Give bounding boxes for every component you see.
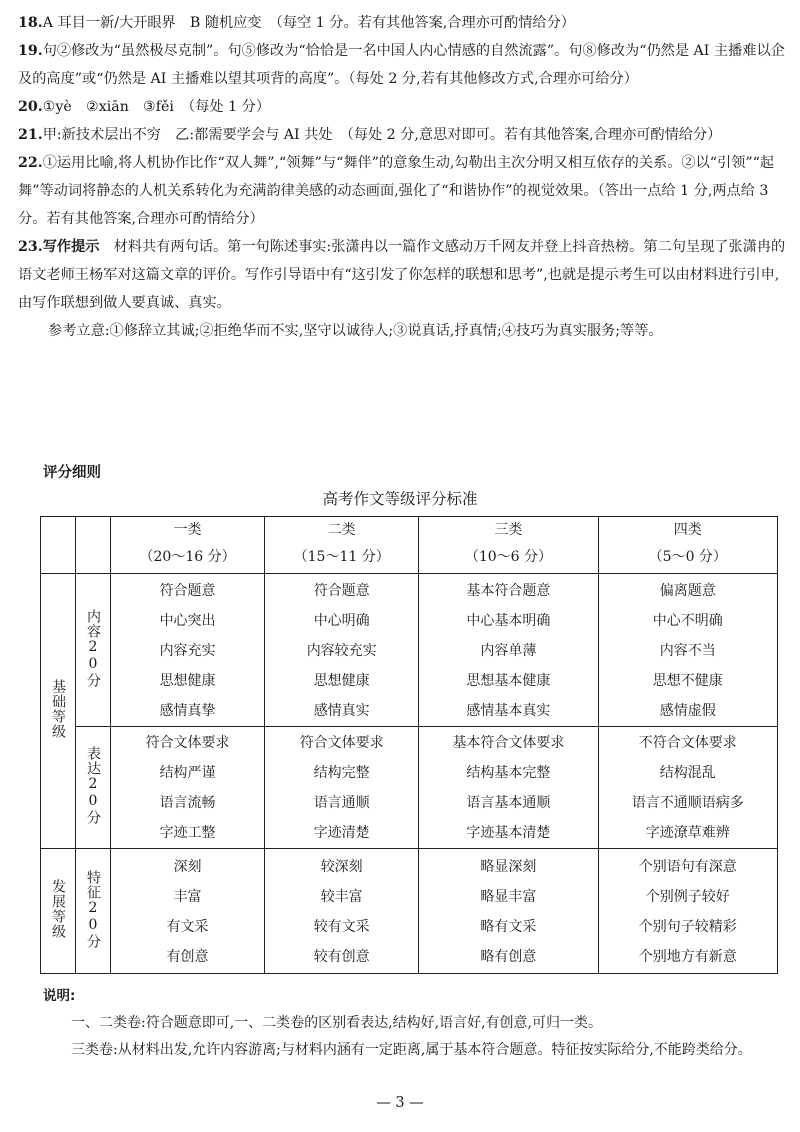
answer-text: ①运用比喻,将人机协作比作“双人舞”,“领舞”与“舞伴”的意象生动,勾勒出主次分明又相互依存的关系。②以“引领”“起舞”等动词将静态的人机关系转化为充满韵律美感的动态画面,强化了“和谐协作”的视觉效果。（答出一点给 1 分,两点给 3 分。若有其他答案,合理亦可酌情给分） — [18, 155, 775, 227]
sub-feature — [76, 849, 111, 974]
criterion: 语言不通顺语病多 — [631, 795, 744, 811]
feature-class-2 — [265, 849, 419, 974]
class-range: （15～11 分） — [293, 549, 390, 565]
criterion: 感情真挚 — [159, 703, 216, 719]
criterion: 语言流畅 — [159, 795, 216, 811]
answer-number: 21. — [18, 127, 43, 143]
expression-class-2 — [265, 727, 419, 849]
criterion: 丰富 — [173, 889, 202, 905]
expression-class-1 — [111, 727, 265, 849]
page-number: — 3 — — [376, 1095, 424, 1111]
answer-18 — [18, 9, 786, 37]
criterion: 中心基本明确 — [466, 613, 551, 629]
level-label: 发展等级 — [50, 879, 66, 939]
criterion: 较丰富 — [320, 889, 363, 905]
table-row-feature — [41, 849, 778, 974]
criterion: 结构严谨 — [159, 765, 216, 781]
notes-line-2: 三类卷:从材料出发,允许内容游离;与材料内涵有一定距离,属于基本符合题意。特征按实际给分,不能跨类给分。 — [71, 1042, 752, 1058]
criterion: 字迹清楚 — [313, 825, 370, 841]
class-range: （10～6 分） — [464, 549, 553, 565]
notes — [43, 983, 783, 1064]
criterion: 内容单薄 — [480, 643, 537, 659]
corner-cell — [76, 517, 111, 574]
criterion: 思想健康 — [313, 673, 370, 689]
sub-label: 特征20分 — [85, 869, 101, 949]
criterion: 字迹工整 — [159, 825, 216, 841]
criterion: 感情基本真实 — [466, 703, 551, 719]
answer-text: 句②修改为“虽然极尽克制”。句⑤修改为“恰恰是一名中国人内心情感的自然流露”。句⑧修改为“仍然是 AI 主播难以企及的高度”或“仍然是 AI 主播难以望其项背的高度”。（每处 2 分,若有其他修改方式,合理亦可给分） — [18, 43, 785, 87]
criterion: 字迹潦草难辨 — [645, 825, 730, 841]
class-name: 四类 — [673, 522, 702, 538]
criterion: 内容不当 — [659, 643, 716, 659]
sub-expression — [76, 727, 111, 849]
criterion: 略有创意 — [480, 949, 537, 965]
answer-number: 23. — [18, 239, 43, 255]
criterion: 中心明确 — [313, 613, 370, 629]
answer-19 — [18, 37, 786, 93]
feature-class-3 — [419, 849, 598, 974]
sub-label: 内容20分 — [85, 608, 101, 688]
corner-cell — [41, 517, 76, 574]
criterion: 个别句子较精彩 — [638, 919, 737, 935]
criterion: 语言基本通顺 — [466, 795, 551, 811]
criterion: 符合题意 — [159, 583, 216, 599]
answer-number: 19. — [18, 43, 43, 59]
sub-content — [76, 574, 111, 727]
criterion: 思想不健康 — [652, 673, 723, 689]
criterion: 有文采 — [166, 919, 209, 935]
class-name: 二类 — [327, 522, 356, 538]
criterion: 个别语句有深意 — [638, 859, 737, 875]
answer-list — [18, 9, 786, 345]
answer-22 — [18, 149, 786, 233]
criterion: 符合文体要求 — [299, 735, 384, 751]
answer-text: 甲:新技术层出不穷 乙:都需要学会与 AI 共处 （每处 2 分,意思对即可。若有其他答案,合理亦可酌情给分） — [42, 127, 722, 143]
criterion: 字迹基本清楚 — [466, 825, 551, 841]
criterion: 结构混乱 — [659, 765, 716, 781]
content-class-2 — [265, 574, 419, 727]
table-row-expression — [41, 727, 778, 849]
grading-table — [40, 516, 778, 974]
class-name: 一类 — [173, 522, 202, 538]
level-basic — [41, 574, 76, 849]
criterion: 不符合文体要求 — [638, 735, 737, 751]
criterion: 略有文采 — [480, 919, 537, 935]
criterion: 感情真实 — [313, 703, 370, 719]
criterion: 结构完整 — [313, 765, 370, 781]
criterion: 符合文体要求 — [145, 735, 230, 751]
content-class-1 — [111, 574, 265, 727]
answer-23 — [18, 233, 786, 317]
criterion: 基本符合题意 — [466, 583, 551, 599]
class-range: （5～0 分） — [648, 549, 727, 565]
answer-text: 材料共有两句话。第一句陈述事实:张潇冉以一篇作文感动万千网友并登上抖音热榜。第二句呈现了张潇冉的语文老师王杨军对这篇文章的评价。写作引导语中有“这引发了你怎样的联想和思考”,也就是提示考生可以由材料进行引申,由写作联想到做人要真诚、真实。 — [18, 239, 786, 311]
header-class-1 — [111, 517, 265, 574]
criterion: 结构基本完整 — [466, 765, 551, 781]
feature-class-1 — [111, 849, 265, 974]
answer-21 — [18, 121, 786, 149]
section-title: 评分细则 — [43, 465, 101, 481]
criterion: 深刻 — [173, 859, 202, 875]
criterion: 感情虚假 — [659, 703, 716, 719]
criterion: 个别地方有新意 — [638, 949, 737, 965]
criterion: 中心突出 — [159, 613, 216, 629]
writing-hint-label: 写作提示 — [42, 239, 100, 255]
level-label: 基础等级 — [50, 679, 66, 739]
level-development — [41, 849, 76, 974]
table-title: 高考作文等级评分标准 — [322, 490, 478, 508]
criterion: 思想健康 — [159, 673, 216, 689]
criterion: 内容较充实 — [306, 643, 377, 659]
table-header-row — [41, 517, 778, 574]
header-class-4 — [598, 517, 777, 574]
content-class-4 — [598, 574, 777, 727]
criterion: 中心不明确 — [652, 613, 723, 629]
criterion: 基本符合文体要求 — [452, 735, 565, 751]
content-class-3 — [419, 574, 598, 727]
sub-label: 表达20分 — [85, 746, 101, 825]
notes-line-1: 一、二类卷:符合题意即可,一、二类卷的区别看表达,结构好,语言好,有创意,可归一类。 — [71, 1015, 602, 1031]
answer-text: ①yè ②xiān ③fěi （每处 1 分） — [42, 99, 271, 115]
answer-number: 18. — [18, 15, 43, 31]
answer-text: A 耳目一新/大开眼界 B 随机应变 （每空 1 分。若有其他答案,合理亦可酌情给分） — [42, 15, 575, 31]
feature-class-4 — [598, 849, 777, 974]
header-class-2 — [265, 517, 419, 574]
header-class-3 — [419, 517, 598, 574]
criterion: 语言通顺 — [313, 795, 370, 811]
criterion: 个别例子较好 — [645, 889, 730, 905]
criterion: 内容充实 — [159, 643, 216, 659]
answer-20 — [18, 93, 786, 121]
notes-title: 说明: — [43, 988, 76, 1004]
answer-number: 22. — [18, 155, 43, 171]
criterion: 略显深刻 — [480, 859, 537, 875]
expression-class-3 — [419, 727, 598, 849]
class-name: 三类 — [494, 522, 523, 538]
criterion: 略显丰富 — [480, 889, 537, 905]
criterion: 较有创意 — [313, 949, 370, 965]
criterion: 较深刻 — [320, 859, 363, 875]
criterion: 较有文采 — [313, 919, 370, 935]
table-row-content — [41, 574, 778, 727]
answer-number: 20. — [18, 99, 43, 115]
criterion: 符合题意 — [313, 583, 370, 599]
criterion: 偏离题意 — [659, 583, 716, 599]
class-range: （20～16 分） — [139, 549, 236, 565]
criterion: 有创意 — [166, 949, 209, 965]
criterion: 思想基本健康 — [466, 673, 551, 689]
reference-themes: 参考立意:①修辞立其诚;②拒绝华而不实,坚守以诚待人;③说真话,抒真情;④技巧为真实服务;等等。 — [48, 323, 663, 339]
expression-class-4 — [598, 727, 777, 849]
